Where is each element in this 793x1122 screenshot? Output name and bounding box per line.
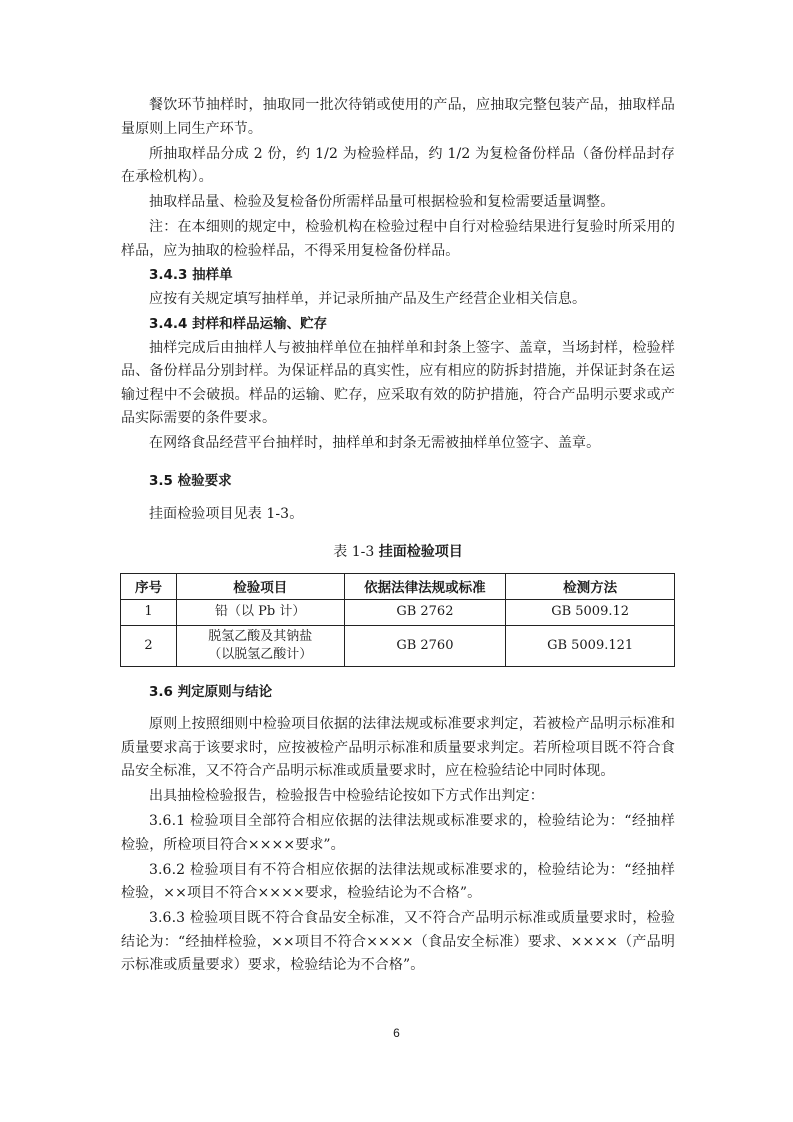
table-cell <box>176 625 344 666</box>
table-cell: 1 <box>121 599 177 625</box>
table-cell: GB 5009.12 <box>506 599 675 625</box>
table-cell: GB 2762 <box>344 599 506 625</box>
table-header-cell: 依据法律法规或标准 <box>344 573 506 599</box>
table-cell: 铅（以 Pb 计） <box>176 599 344 625</box>
table-caption-number: 表 1-3 <box>333 543 375 560</box>
table-cell: 2 <box>121 625 177 666</box>
page-content <box>121 94 675 978</box>
paragraph: 挂面检验项目见表 1-3。 <box>149 506 304 522</box>
paragraph: 原则上按照细则中检验项目依据的法律法规或标准要求判定，若被检产品明示标准和质量要求高于该要求时，应按被检产品明示标准和质量要求判定。若所检项目既不符合食品安全标准，又不符合产品明示标准或质量要求时，应在检验结论中同时体现。 <box>121 716 675 779</box>
paragraph: 出具抽检检验报告，检验报告中检验结论按如下方式作出判定： <box>149 788 544 804</box>
page-number: 6 <box>393 1026 400 1040</box>
section-heading-3-4-3: 3.4.3 抽样单 <box>149 267 233 283</box>
section-heading-3-6: 3.6 判定原则与结论 <box>149 683 273 700</box>
paragraph: 在网络食品经营平台抽样时，抽样单和封条无需被抽样单位签字、盖章。 <box>149 435 601 451</box>
note-paragraph: 注：在本细则的规定中，检验机构在检验过程中自行对检验结果进行复验时所采用的样品，应为抽取的检验样品，不得采用复检备份样品。 <box>121 219 675 259</box>
table-row <box>121 599 675 625</box>
table-header-cell: 序号 <box>121 573 177 599</box>
table-caption-title: 挂面检验项目 <box>378 543 463 560</box>
paragraph: 应按有关规定填写抽样单，并记录所抽产品及生产经营企业相关信息。 <box>149 290 587 307</box>
paragraph: 所抽取样品分成 2 份，约 1/2 为检验样品，约 1/2 为复检备份样品（备份样品封存在承检机构）。 <box>121 145 675 185</box>
table-header-cell: 检验项目 <box>176 573 344 599</box>
table-row <box>121 625 675 666</box>
inspection-items-table <box>120 573 675 667</box>
table-cell: GB 5009.121 <box>506 625 675 666</box>
table-cell-line: 脱氢乙酸及其钠盐 <box>208 628 313 644</box>
table-caption <box>121 541 675 564</box>
section-heading-3-5: 3.5 检验要求 <box>149 472 232 489</box>
table-header-cell: 检测方法 <box>506 573 675 599</box>
paragraph: 3.6.2 检验项目有不符合相应依据的法律法规或标准要求的，检验结论为：“经抽样检验，××项目不符合××××要求，检验结论为不合格”。 <box>121 861 675 901</box>
paragraph: 3.6.1 检验项目全部符合相应依据的法律法规或标准要求的，检验结论为：“经抽样检验，所检项目符合××××要求”。 <box>121 813 675 853</box>
table-cell: GB 2760 <box>344 625 506 666</box>
paragraph: 抽样完成后由抽样人与被抽样单位在抽样单和封条上签字、盖章，当场封样，检验样品、备份样品分别封样。为保证样品的真实性，应有相应的防拆封措施，并保证封条在运输过程中不会破损。样品的运输、贮存，应采取有效的防护措施，符合产品明示要求或产品实际需要的条件要求。 <box>121 339 675 426</box>
paragraph: 3.6.3 检验项目既不符合食品安全标准，又不符合产品明示标准或质量要求时，检验结论为：“经抽样检验，××项目不符合××××（食品安全标准）要求、××××（产品明示标准或质量要求）要求，检验结论为不合格”。 <box>121 910 675 973</box>
paragraph: 抽取样品量、检验及复检备份所需样品量可根据检验和复检需要适量调整。 <box>149 194 615 210</box>
table-cell-line: （以脱氢乙酸计） <box>208 646 313 662</box>
paragraph: 餐饮环节抽样时，抽取同一批次待销或使用的产品，应抽取完整包装产品，抽取样品量原则上同生产环节。 <box>121 97 675 137</box>
section-heading-3-4-4: 3.4.4 封样和样品运输、贮存 <box>149 316 328 332</box>
table-header-row <box>121 573 675 599</box>
